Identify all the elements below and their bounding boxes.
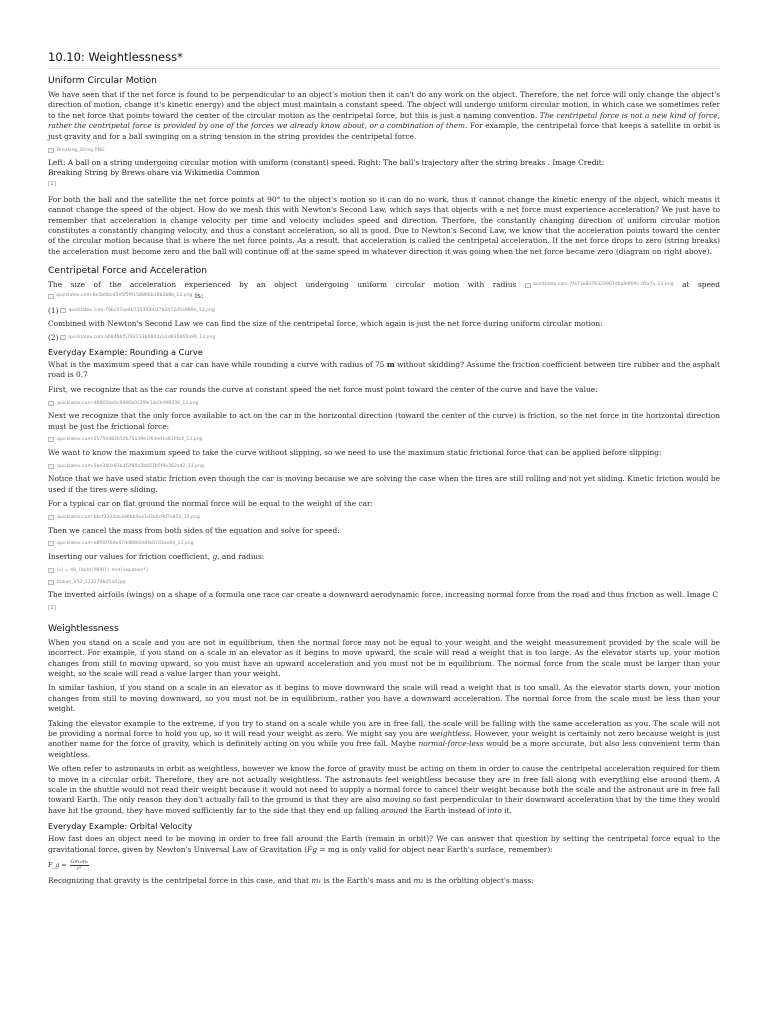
paragraph (48, 90, 720, 142)
paragraph (48, 280, 720, 301)
broken-image-icon (525, 283, 531, 288)
broken-image-icon (48, 437, 54, 442)
text: it. (501, 805, 512, 815)
section-heading-uniform-circular-motion: Uniform Circular Motion (48, 75, 157, 86)
text: without skidding? Assume the friction coefficient between tire rubber and the asphalt road is 0.7 (48, 359, 720, 380)
text: How fast does an object need to be moving in order to free fall around the Earth (remain in orbit)? We can answer that question by setting the centripetal force equal to the gravitational force, given by Newton's Universal Law of Gravitation ( (48, 834, 720, 854)
variable: m₁ (311, 876, 322, 886)
broken-image-icon (48, 294, 54, 299)
image-alt-text: quicklatex.com-6e5b0bcd5e5f5f9158866b16b2b8b_13.png (56, 292, 193, 298)
caption-line: Breaking String by Brews ohare via Wikimedia Common (48, 168, 260, 178)
formula-image (60, 308, 214, 313)
broken-image-icon (48, 580, 54, 585)
broken-image-icon (60, 308, 66, 313)
text: Recognizing that gravity is the centripetal force in this case, and that (48, 876, 312, 886)
text: For example, the centripetal force that keeps a satellite in orbit is just gravity and for a ball swinging on a string tension in the string provides the centripetal force. (48, 121, 720, 141)
image-caption: The inverted airfoils (wings) on a shape of a formula one race car create a downward aerodynamic force, increasing normal force from the road and thus friction as well. Image C (48, 590, 719, 600)
document-page (48, 0, 720, 887)
image-alt-text: quicklatex.com-46865be0c9466b0c3f8e1dc0e9f8336_13.png (57, 400, 199, 406)
broken-image-icon (48, 148, 54, 153)
variable: m₂ (413, 876, 424, 886)
paragraph (48, 876, 720, 886)
variable: Fg (307, 844, 317, 854)
paragraph (48, 764, 720, 816)
paragraph: Next we recognize that the only force available to act on the car in the horizontal direction (toward the center of the curve) is friction, so the net force in the horizontal direction must be just the frictional force: (48, 411, 720, 431)
paragraph (48, 552, 720, 562)
emphasis: normal-force-less (418, 739, 484, 749)
broken-image-icon (60, 335, 66, 340)
text: . However, your weight is certainly not zero because weight is just another name for the force of gravity, which is definitely acting on you while you free fall. Maybe (48, 729, 720, 749)
caption-line: Left: A ball on a string undergoing circular motion with uniform (constant) speed. Right: The ball's trajectory after the string breaks . Image Credit: (48, 158, 605, 168)
paragraph: For both the ball and the satellite the net force points at 90° to the object's motion so it can do no work, thus it cannot change the kinetic energy of the object, which means it cannot change the speed of the object. How do we mesh this with Newton's Second Law, which says that objects with a net force must experience acceleration? We just have to remember that acceleration is change velocity per time and velocity includes speed and direction. Therfore, the constantly changing direction of uniform circular motion constitutes a constantly changing velocity, and thus a constant acceleration, so all is good. Due to Newton's Second Law, we know that the acceleration points toward the center of the circular motion because that is where the net force points. As a result, that acceleration is called the centripetal acceleration. If the net force drops to zero (string breaks) the acceleration must become zero and the ball will continue off at the same speed in whatever direction it was going when the net force became zero (diagram on right above). (48, 194, 720, 256)
text: , and radius: (217, 551, 265, 561)
text: Inserting our values for friction coefficient, (48, 551, 213, 561)
paragraph: We want to know the maximum speed to take the curve without slipping, so we need to use the maximum static frictional force that can be applied before slipping: (48, 447, 662, 457)
formula-numerator: Gm₁m₂ (70, 859, 88, 866)
paragraph: For a typical car on flat ground the normal force will be equal to the weight of the car: (48, 499, 374, 509)
formula-image (48, 540, 720, 548)
formula-image (48, 291, 192, 301)
broken-image-icon (48, 401, 54, 406)
broken-image-icon (48, 541, 54, 546)
image-alt-text: quicklatex.com-5be340a83b4f2f89a5b667b5f9a382e42_13.png (57, 463, 204, 469)
text: = mg is only valid for object near Earth's surface, remember): (316, 844, 553, 854)
unit: m (386, 359, 395, 369)
paragraph (48, 719, 720, 761)
text: We often refer to astronauts in orbit as weightless, however we know the force of gravity must be acting on them in order to cause the centripetal acceleration required for them to move in a circular orbit. Therefore, they are not actually weightless. The astronauts feel weightless because they are in free fall along with everything else around them. A scale in the shuttle would not read their weight because it would not need to supply a normal force to cancel their weight because both the scale and the astronaut are in free fall toward Earth. The only reason they don't actually fall to the ground is that they are also moving so fast perpendicular to their downward acceleration that by the time they would have hit the ground, they have moved sufficiently far to the side that they end up falling (48, 764, 720, 815)
formula-image (48, 566, 720, 574)
paragraph: First, we recognize that as the car rounds the curve at constant speed the net force must point toward the center of the curve and have the value: (48, 384, 598, 394)
image-caption (48, 158, 720, 179)
image-alt-text: quicklatex.com-ab84b6f5792213b08442a1d830d60a99_13.png (68, 334, 216, 340)
formula-image (525, 280, 674, 290)
text: What is the maximum speed that a car can have while rounding a curve with radius of 75 (48, 359, 387, 369)
broken-image-icon (48, 515, 54, 520)
text: The size of the acceleration experienced by an object undergoing uniform circular motion with radius (48, 280, 517, 290)
example-heading-rounding-curve: Everyday Example: Rounding a Curve (48, 346, 203, 357)
paragraph: In similar fashion, if you stand on a scale in an elevator as it begins to move downward the scale will read a weight that is too small. As the elevator starts down, your motion changes from still to moving downward, so you must not be in equilibrium, rather you have a downward acceleration. The normal force from the scale must be less than your weight. (48, 683, 720, 714)
section-heading-weightlessness: Weightlessness (48, 622, 119, 634)
formula-fraction (70, 859, 90, 872)
text: at speed (682, 280, 720, 290)
text: is: (194, 291, 204, 301)
formula-lhs: F_g = (48, 862, 67, 870)
paragraph: Notice that we have used static friction even though the car is moving because we are solving the case when the tires are still rolling and not yet sliding. Kinetic friction would be used if the tires were sliding. (48, 474, 720, 494)
text: Taking the elevator example to the extreme, if you try to stand on a scale while you are in free fall, the scale will be falling with the same acceleration as you. The scale will not be providing a normal force to hold you up, so it will read your weight as zero. We might say you are (48, 718, 720, 739)
broken-image-icon (48, 568, 54, 573)
image-alt-text: [v] = 49_{bold{MPH}} end{equation*} (57, 567, 149, 573)
formula-image (60, 335, 215, 340)
footnote-ref-link[interactable]: [1] (48, 180, 56, 187)
equation-2 (48, 333, 720, 342)
text: the Earth instead of (407, 805, 488, 815)
emphasis: around (381, 805, 408, 815)
paragraph: When you stand on a scale and you are not in equilibrium, then the normal force may not be equal to your weight and the weight measurement provided by the scale will be incorrect. For example, if you stand on a scale in an elevator as it begins to move upward, the scale will read a weight that is too large. As the elevator starts up, your motion changes from still to moving upward, so you must have an upward acceleration and you must not be in equilibrium. The normal force from the scale must be larger than your weight, so the scale will read a value larger than your weight. (48, 637, 720, 678)
image-alt-text: quicklatex.com-79bc57ae4b7353f0b037b2d72d5a989e_13.png (68, 307, 215, 313)
image-alt-text: Italian_V12_2232706453d.jpg (57, 579, 126, 585)
paragraph: Combined with Newton's Second Law we can find the size of the centripetal force, which again is just the net force during uniform circular motion: (48, 318, 603, 328)
image-alt-text: Breaking_String.PNG (57, 147, 105, 153)
equation-number: (2) (48, 332, 59, 342)
equation-1 (48, 306, 720, 315)
formula-image (48, 436, 720, 444)
example-heading-orbital-velocity: Everyday Example: Orbital Velocity (48, 821, 193, 832)
text: is the Earth's mass and (321, 876, 414, 886)
emphasis: The centripetal force is not a new kind of force, rather the centripetal force is provided by one of the forces we already know about, or a combination of them. (48, 110, 720, 131)
text: is the orbiting object's mass: (423, 876, 534, 886)
formula-image (48, 514, 720, 522)
emphasis: weightless (429, 729, 470, 739)
formula-image (48, 399, 720, 407)
formula-image (48, 462, 720, 470)
image-alt-text: quicklatex.com-7fa73e8476320967d6a94f09c-d5a7a_13.png (532, 282, 674, 288)
gravitation-formula (48, 859, 720, 872)
image-alt-text: quicklatex.com-e8f0076de47dd8660d4fe07d3ae6d_13.png (57, 541, 194, 547)
formula-denominator: r² (77, 866, 82, 873)
broken-image-icon (48, 464, 54, 469)
image-alt-text: quicklatex.com-bbcf3202aa3d6bb0ee1d3a6c9d7e851_13.png (57, 515, 200, 521)
emphasis: into (487, 805, 502, 815)
image-alt-text: quicklatex.com-25759482b50b75a39e1f64ed1e81fdb4_13.png (57, 437, 203, 443)
broken-image (48, 146, 720, 154)
paragraph (48, 834, 720, 855)
paragraph (48, 360, 720, 381)
footnote-ref-link[interactable]: [2] (48, 604, 56, 611)
equation-number: (1) (48, 305, 59, 315)
text: would be a more accurate, but also less convenient term than weightless. (48, 739, 720, 759)
variable: g (212, 551, 218, 561)
section-heading-centripetal-force: Centripetal Force and Acceleration (48, 265, 208, 277)
paragraph: Then we cancel the mass from both sides of the equation and solve for speed: (48, 525, 340, 535)
photo-image (48, 578, 720, 586)
text: We have seen that if the net force is found to be perpendicular to an object's motion then it can't do any work on the object. Therefore, the net force will only change the object's direction of motion, change it's kinetic energy) and the object must maintain a constant speed. The object will undergo uniform circular motion, in which case we sometimes refer to the net force that points toward the center of the circular motion as the centripetal force, but this is just a naming convention. (48, 90, 720, 120)
page-title: 10.10: Weightlessness* (48, 50, 720, 69)
